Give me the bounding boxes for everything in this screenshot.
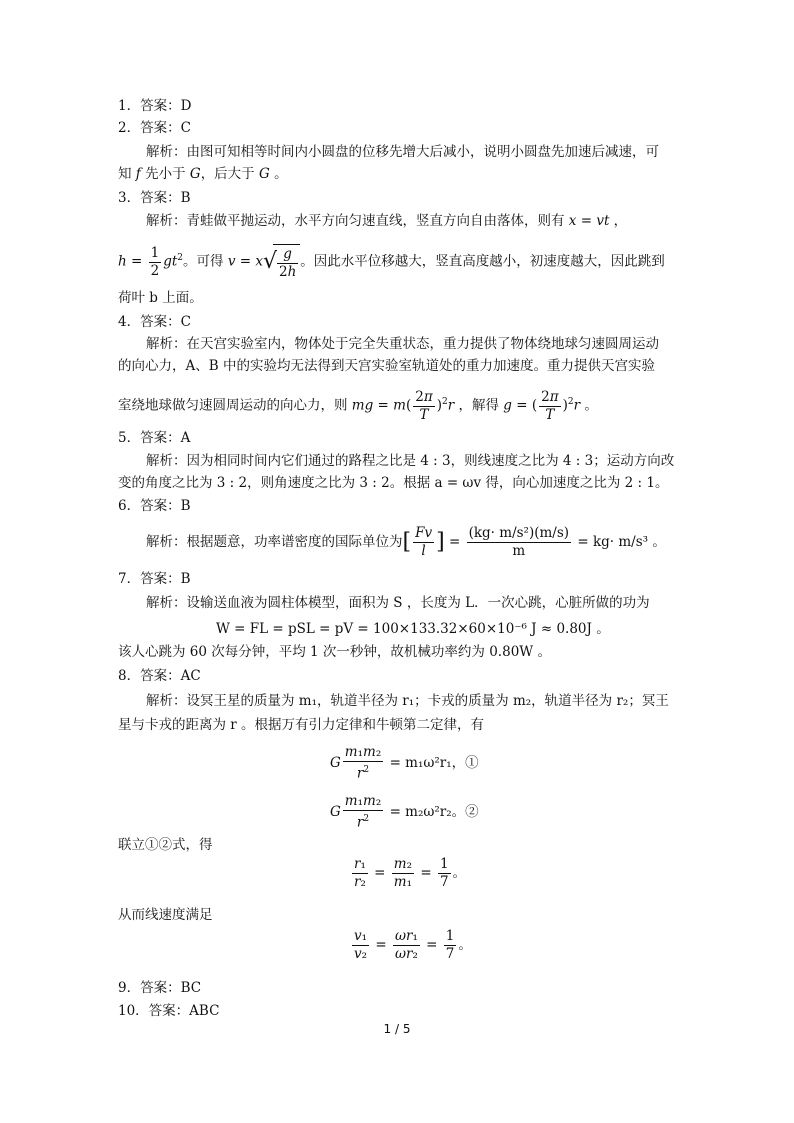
page-number: 1 / 5 <box>383 1022 411 1036</box>
answer-8: 8．答案：AC <box>118 668 201 684</box>
formula-7-work: W = FL = pSL = pV = 100×133.32×60×10⁻⁶ J ≈ 0.80J 。 <box>216 621 610 637</box>
analysis-3-line3: 荷叶 b 上面。 <box>118 290 203 306</box>
analysis-2-line1: 解析：由图可知相等时间内小圆盘的位移先增大后减小，说明小圆盘先加速后减速，可 <box>146 144 659 160</box>
answer-4: 4．答案：C <box>118 314 191 330</box>
answer-5: 5．答案：A <box>118 430 191 446</box>
answer-3: 3．答案：B <box>118 190 191 206</box>
analysis-8-line3: 联立①②式，得 <box>118 837 213 853</box>
answer-2: 2．答案：C <box>118 120 191 136</box>
analysis-5-line2: 变的角度之比为 3 : 2，则角速度之比为 3 : 2。根据 a = ωv 得，向心加速度之比为 2 : 1。 <box>118 475 669 491</box>
answer-1: 1．答案：D <box>118 98 192 114</box>
formula-8-ratio: $\frac{\text{r₁}}{\text{r₂}}$ = $\frac{\text{m₂}}{\text{m₁}}$ = $\frac{1}{7}$ 。 <box>354 856 467 890</box>
answer-9: 9．答案：BC <box>118 980 202 996</box>
formula-8-eq2: G $\frac{\text{m₁m₂}}{r^2}$ = m₂ω²r₂。② <box>330 793 479 831</box>
answer-10: 10．答案：ABC <box>118 1003 220 1019</box>
analysis-3-line1: 解析：青蛙做平抛运动，水平方向匀速直线，竖直方向自由落体，则有 x = vt ， <box>146 213 628 229</box>
analysis-8-line4: 从而线速度满足 <box>118 907 213 923</box>
analysis-2-line2: 知 f 先小于 G，后大于 G 。 <box>118 166 288 182</box>
analysis-5-line1: 解析：因为相同时间内它们通过的路程之比是 4 : 3，则线速度之比为 4 : 3；运动方向改 <box>146 453 675 469</box>
answer-6: 6．答案：B <box>118 498 191 514</box>
analysis-4-line2: 的向心力，A、B 中的实验均无法得到天宫实验室轨道处的重力加速度。重力提供天宫实验 <box>118 358 655 374</box>
analysis-7-line2: 该人心跳为 60 次每分钟，平均 1 次一秒钟，故机械功率约为 0.80W 。 <box>118 644 551 660</box>
analysis-4-line3: 室绕地球做匀速圆周运动的向心力，则 mg = m( $\frac{2\pi}{T}$ )$^2$r ，解得 g = ( $\frac{2\pi}{T}$ )$^2$r 。 <box>118 388 598 423</box>
analysis-3-line2: h = $\frac{1}{2}$ $gt^2$。可得 v = x √ $\frac{g}{2h}$ 。因此水平位移越大，竖直高度越小，初速度越大，因此跳到 <box>118 244 665 280</box>
formula-8-velocity: $\frac{\text{v₁}}{\text{v₂}}$ = $\frac{\text{ωr₁}}{\text{ωr₂}}$ = $\frac{1}{7}$ 。 <box>354 928 472 962</box>
analysis-4-line1: 解析：在天宫实验室内，物体处于完全失重状态，重力提供了物体绕地球匀速圆周运动 <box>146 336 659 352</box>
formula-8-eq1: G $\frac{\text{m₁m₂}}{r^2}$ = m₁ω²r₁，① <box>330 744 479 782</box>
analysis-7-line1: 解析：设输送血液为圆柱体模型，面积为 S ，长度为 L．一次心跳，心脏所做的功为 <box>146 595 650 611</box>
analysis-6-line1: 解析：根据题意，功率谱密度的国际单位为[ $\frac{Fv}{l}$ ] = $\frac{\text{(kg· m/s²)(m/s)}}{m}$ = kg· m/s³ 。 <box>146 525 666 559</box>
analysis-8-line2: 星与卡戎的距离为 r 。根据万有引力定律和牛顿第二定律，有 <box>118 717 485 733</box>
answer-7: 7．答案：B <box>118 571 191 587</box>
analysis-8-line1: 解析：设冥王星的质量为 m₁，轨道半径为 r₁；卡戎的质量为 m₂，轨道半径为 r₂；冥王 <box>146 693 669 709</box>
